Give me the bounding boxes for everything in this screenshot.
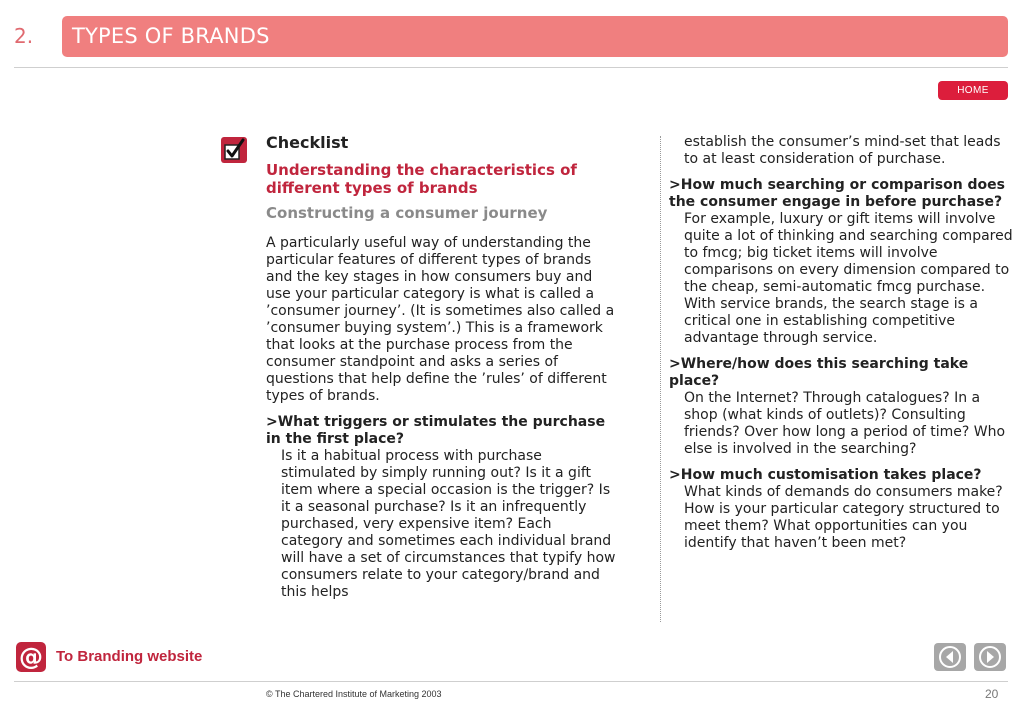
page-number: 20 <box>985 687 999 701</box>
checkbox-tick-icon <box>221 137 247 163</box>
checklist-heading: Checklist <box>266 133 349 152</box>
answer-triggers-continued: establish the consumer’s mind-set that leads to at least consideration of purchase. <box>684 134 1001 167</box>
question-where: >Where/how does this searching take place? <box>669 356 969 389</box>
left-column <box>266 134 616 601</box>
question-customisation: >How much customisation takes place? <box>669 467 982 483</box>
arrow-right-circle-icon <box>974 643 1006 671</box>
section-number: 2. <box>14 24 34 48</box>
page-title: TYPES OF BRANDS <box>72 24 270 48</box>
next-page-button[interactable] <box>974 643 1006 671</box>
column-divider <box>660 136 661 622</box>
title-bar <box>62 16 1008 57</box>
arrow-left-circle-icon <box>934 643 966 671</box>
right-column <box>669 134 1014 552</box>
consumer-journey-heading: Constructing a consumer journey <box>266 204 548 222</box>
section-subheading: Understanding the characteristics of different types of brands <box>266 161 577 197</box>
question-searching: >How much searching or comparison does the consumer engage in before purchase? <box>669 177 1006 210</box>
intro-paragraph: A particularly useful way of understanding the particular features of different types of brands and the key stages in how consumers buy and use your particular category is what is called a ’consumer journey’. (It is sometimes also called a ’consumer buying system’.) This is a framework that looks at the purchase process from the consumer standpoint and asks a series of questions that help define the ’rules’ of different types of brands. <box>266 235 615 404</box>
answer-searching: For example, luxury or gift items will involve quite a lot of thinking and searching compared to fmcg; big ticket items will involve comparisons on every dimension compared to the cheap, semi-automatic fmcg purchase. With service brands, the search stage is a critical one in establishing competitive advantage through service. <box>684 211 1013 346</box>
bottom-divider <box>14 681 1008 682</box>
home-button[interactable]: HOME <box>938 81 1008 100</box>
answer-where: On the Internet? Through catalogues? In a shop (what kinds of outlets)? Consulting friends? Over how long a period of time? Who else is involved in the searching? <box>684 390 1006 457</box>
at-sign-icon[interactable]: @ <box>16 642 46 672</box>
answer-customisation: What kinds of demands do consumers make? How is your particular category structured to meet them? What opportunities can you identify that haven’t been met? <box>684 484 1003 551</box>
branding-website-link[interactable]: To Branding website <box>56 648 203 665</box>
question-triggers: >What triggers or stimulates the purchase in the first place? <box>266 414 606 447</box>
previous-page-button[interactable] <box>934 643 966 671</box>
top-divider <box>14 67 1008 68</box>
copyright-notice: © The Chartered Institute of Marketing 2003 <box>266 689 442 699</box>
answer-triggers: Is it a habitual process with purchase stimulated by simply running out? Is it a gift item where a special occasion is the trigger? Is it a seasonal purchase? Is it an infrequently purchased, very expensive item? Each category and sometimes each individual brand will have a set of circumstances that typify how consumers relate to your category/brand and this helps <box>281 448 616 600</box>
